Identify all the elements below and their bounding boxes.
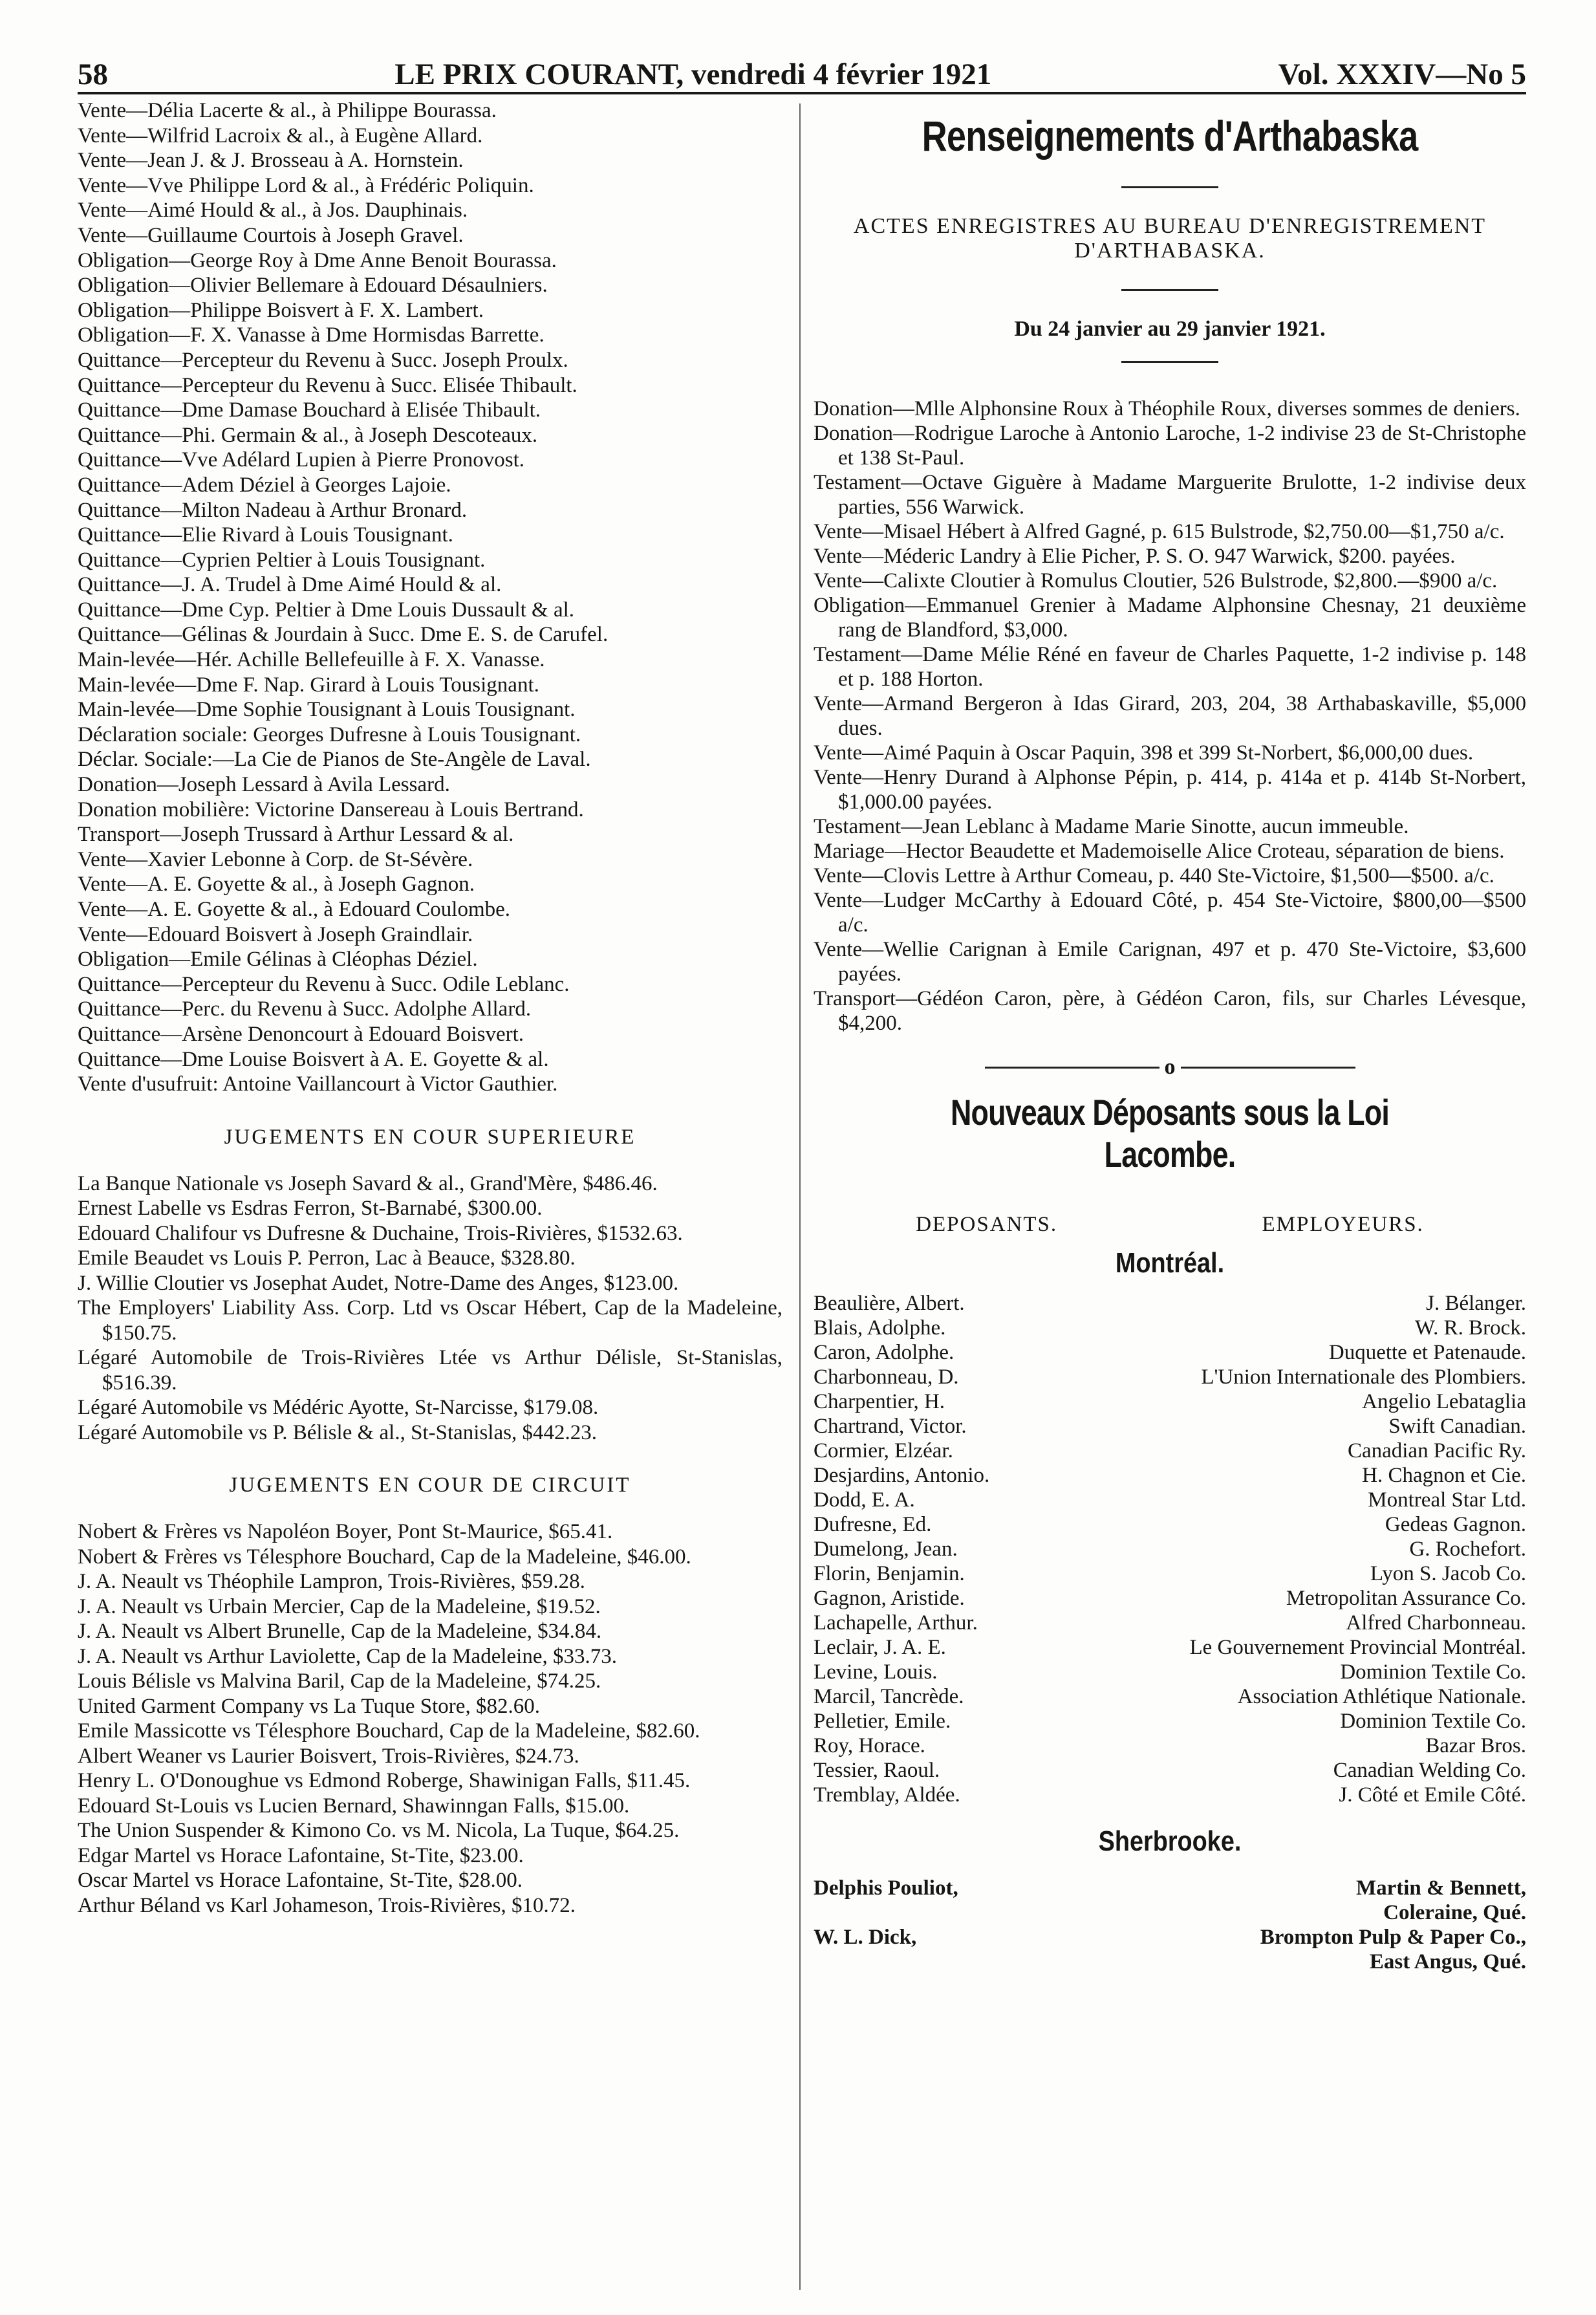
employer-name: Alfred Charbonneau. [1346,1611,1526,1635]
deposant-name: Florin, Benjamin. [814,1562,965,1585]
sherbrooke-deposants [814,1876,1526,1974]
arthabaska-entry: Vente—Méderic Landry à Elie Picher, P. S. O. 947 Warwick, $200. payées. [814,545,1456,568]
registry-entry: Quittance—Phi. Germain & al., à Joseph Descoteaux. [78,423,538,447]
employer-line: Brompton Pulp & Paper Co., [1260,1926,1526,1949]
arthabaska-entry: Vente—Henry Durand à Alphonse Pépin, p. 414, p. 414a et p. 414b St-Norbert, $1,000.00 payées. [814,766,1526,814]
deposant-row [814,1340,1526,1365]
date-range: Du 24 janvier au 29 janvier 1921. [1014,317,1326,341]
right-column [814,98,1526,1974]
header-rule [78,92,1526,94]
employer-name: G. Rochefort. [1409,1538,1526,1561]
arthabaska-entry: Mariage—Hector Beaudette et Mademoiselle Alice Croteau, séparation de biens. [814,840,1505,863]
registry-entry: Vente—Jean J. & J. Brosseau à A. Hornstein. [78,149,464,173]
page-header [78,40,1526,92]
employer-name: Montreal Star Ltd. [1368,1488,1526,1512]
judgment-entry: The Union Suspender & Kimono Co. vs M. Nicola, La Tuque, $64.25. [78,1819,680,1843]
deposant-name: Gagnon, Aristide. [814,1587,965,1610]
registry-entry: Obligation—George Roy à Dme Anne Benoit Bourassa. [78,248,557,272]
employer-name: Lyon S. Jacob Co. [1370,1562,1526,1585]
judgment-entry: Oscar Martel vs Horace Lafontaine, St-Tite, $28.00. [78,1869,523,1893]
registry-entry: Vente—Délia Lacerte & al., à Philippe Bourassa. [78,99,497,122]
deposant-row [814,1734,1526,1758]
deposant-name: Dodd, E. A. [814,1488,915,1512]
registry-entry: Déclar. Sociale:—La Cie de Pianos de Ste-Angèle de Laval. [78,748,591,772]
deposant-row [814,1586,1526,1611]
registry-entry: Quittance—Milton Nadeau à Arthur Bronard. [78,498,468,522]
registry-entry: Main-levée—Dme F. Nap. Girard à Louis Tousignant. [78,673,539,697]
employer-name: Canadian Welding Co. [1333,1759,1526,1782]
employer-name: Association Athlétique Nationale. [1237,1685,1526,1708]
deposant-name: Charpentier, H. [814,1390,945,1413]
volume-number: Vol. XXXIV—No 5 [1278,58,1526,91]
deposant-name: Charbonneau, D. [814,1365,959,1389]
registry-entry: Quittance—Cyprien Peltier à Louis Tousignant. [78,548,486,572]
deposant-row [814,1758,1526,1783]
section-separator [814,1055,1526,1080]
registry-entry: Quittance—Adem Déziel à Georges Lajoie. [78,473,451,497]
superior-court-heading: JUGEMENTS EN COUR SUPERIEURE [224,1125,636,1149]
employer-name: J. Côté et Emile Côté. [1339,1783,1526,1807]
employer-name: W. R. Brock. [1414,1316,1526,1340]
registry-entry: Quittance—Percepteur du Revenu à Succ. Odile Leblanc. [78,972,570,996]
deposant-name: Dufresne, Ed. [814,1513,932,1536]
deposant-name: Leclair, J. A. E. [814,1636,946,1659]
deposant-name: Caron, Adolphe. [814,1341,954,1364]
employer-line: Martin & Bennett, [1355,1876,1526,1900]
registry-entry: Quittance—Gélinas & Jourdain à Succ. Dme E. S. de Carufel. [78,623,609,647]
arthabaska-entry: Donation—Mlle Alphonsine Roux à Théophile Roux, diverses sommes de deniers. [814,397,1520,420]
employer-name [1260,1925,1526,1974]
arthabaska-title: Renseignements d'Arthabaska [922,112,1418,160]
employer-location: East Angus, Qué. [1369,1950,1526,1973]
employer-name: L'Union Internationale des Plombiers. [1201,1365,1526,1389]
deposant-name: Roy, Horace. [814,1734,925,1757]
registry-entry: Obligation—Philippe Boisvert à F. X. Lambert. [78,298,484,322]
montreal-deposants [814,1291,1526,1807]
judgment-entry: J. A. Neault vs Albert Brunelle, Cap de la Madeleine, $34.84. [78,1620,602,1644]
judgment-entry: Edouard St-Louis vs Lucien Bernard, Shawinngan Falls, $15.00. [78,1794,630,1818]
arthabaska-entry: Testament—Jean Leblanc à Madame Marie Sinotte, aucun immeuble. [814,815,1409,838]
deposant-name: Dumelong, Jean. [814,1538,958,1561]
judgment-entry: Edouard Chalifour vs Dufresne & Duchaine, Trois-Rivières, $1532.63. [78,1221,683,1245]
deposants-column-headers [814,1213,1526,1237]
arthabaska-entry: Vente—Misael Hébert à Alfred Gagné, p. 615 Bulstrode, $2,750.00—$1,750 a/c. [814,520,1505,543]
judgment-entry: The Employers' Liability Ass. Corp. Ltd vs Oscar Hébert, Cap de la Madeleine, $150.75. [78,1296,782,1345]
montreal-heading: Montréal. [1115,1247,1225,1279]
deposant-row [814,1316,1526,1340]
registry-entry: Quittance—Vve Adélard Lupien à Pierre Pronovost. [78,448,524,472]
employer-name: Swift Canadian. [1388,1415,1526,1438]
deposants-header: DEPOSANTS. [916,1213,1058,1236]
judgment-entry: Emile Massicotte vs Télesphore Bouchard, Cap de la Madeleine, $82.60. [78,1719,700,1743]
registry-entry: Transport—Joseph Trussard à Arthur Lessard & al. [78,823,514,847]
registry-entry: Vente—Guillaume Courtois à Joseph Gravel. [78,223,464,247]
registry-entries [78,98,782,1097]
column-divider [799,103,801,2290]
deposant-row [814,1783,1526,1807]
arthabaska-entry: Obligation—Emmanuel Grenier à Madame Alphonsine Chesnay, 21 deuxième rang de Blandford, $3,000. [814,594,1526,642]
subtitle-rule [1121,289,1218,291]
judgment-entry: J. Willie Cloutier vs Josephat Audet, Notre-Dame des Anges, $123.00. [78,1271,679,1295]
arthabaska-entry: Donation—Rodrigue Laroche à Antonio Laroche, 1-2 indivise 23 de St-Christophe et 138 St-Paul. [814,422,1526,470]
date-rule [1121,361,1218,363]
arthabaska-subtitle: ACTES ENREGISTRES AU BUREAU D'ENREGISTREMENT D'ARTHABASKA. [853,214,1487,263]
arthabaska-entry: Testament—Octave Giguère à Madame Marguerite Brulotte, 1-2 indivise deux parties, 556 Warwick. [814,471,1526,519]
registry-entry: Quittance—J. A. Trudel à Dme Aimé Hould & al. [78,573,502,597]
deposant-row [814,1537,1526,1561]
deposant-name: Cormier, Elzéar. [814,1439,953,1462]
deposant-name: Tremblay, Aldée. [814,1783,960,1807]
judgment-entry: Ernest Labelle vs Esdras Ferron, St-Barnabé, $300.00. [78,1197,543,1221]
registry-entry: Quittance—Dme Damase Bouchard à Elisée Thibault. [78,398,541,422]
registry-entry: Main-levée—Dme Sophie Tousignant à Louis Tousignant. [78,698,576,722]
employer-name: Metropolitan Assurance Co. [1286,1587,1526,1610]
deposant-row [814,1488,1526,1512]
deposant-row [814,1561,1526,1586]
registry-entry: Déclaration sociale: Georges Dufresne à Louis Tousignant. [78,723,581,746]
deposant-name: Desjardins, Antonio. [814,1464,990,1487]
judgment-entry: J. A. Neault vs Arthur Laviolette, Cap de la Madeleine, $33.73. [78,1644,617,1668]
judgment-entry: Nobert & Frères vs Télesphore Bouchard, Cap de la Madeleine, $46.00. [78,1545,691,1569]
arthabaska-entry: Vente—Calixte Cloutier à Romulus Cloutier, 526 Bulstrode, $2,800.—$900 a/c. [814,569,1498,592]
circuit-court-heading: JUGEMENTS EN COUR DE CIRCUIT [229,1473,631,1497]
judgment-entry: Emile Beaudet vs Louis P. Perron, Lac à Beauce, $328.80. [78,1246,576,1270]
registry-entry: Donation—Joseph Lessard à Avila Lessard. [78,773,450,797]
employeurs-header: EMPLOYEURS. [1262,1213,1424,1236]
registry-entry: Quittance—Arsène Denoncourt à Edouard Boisvert. [78,1022,524,1046]
registry-entry: Vente—Edouard Boisvert à Joseph Graindlair. [78,922,473,946]
employer-name: Gedeas Gagnon. [1385,1513,1526,1536]
deposants-title: Nouveaux Déposants sous la Loi Lacombe. [950,1092,1390,1175]
registry-entry: Obligation—F. X. Vanasse à Dme Hormisdas Barrette. [78,323,545,347]
left-column [78,98,782,1918]
deposant-name: Lachapelle, Arthur. [814,1611,978,1635]
deposant-name: Marcil, Tancrède. [814,1685,964,1708]
separator-mark: o [1164,1055,1176,1079]
employer-name [1356,1876,1526,1925]
arthabaska-entry: Vente—Aimé Paquin à Oscar Paquin, 398 et 399 St-Norbert, $6,000,00 dues. [814,741,1474,765]
employer-name: J. Bélanger. [1426,1292,1526,1315]
registry-entry: Vente—Vve Philippe Lord & al., à Frédéric Poliquin. [78,173,534,197]
judgment-entry: Nobert & Frères vs Napoléon Boyer, Pont St-Maurice, $65.41. [78,1520,613,1544]
registry-entry: Vente—A. E. Goyette & al., à Joseph Gagnon. [78,873,475,897]
employer-name: Angelio Lebataglia [1362,1390,1526,1413]
deposant-row [814,1512,1526,1537]
deposant-row [814,1414,1526,1439]
judgment-entry: Légaré Automobile vs Médéric Ayotte, St-Narcisse, $179.08. [78,1396,599,1420]
registry-entry: Obligation—Olivier Bellemare à Edouard Désaulniers. [78,274,548,298]
judgment-entry: Albert Weaner vs Laurier Boisvert, Trois-Rivières, $24.73. [78,1744,579,1768]
arthabaska-entry: Vente—Armand Bergeron à Idas Girard, 203, 204, 38 Arthabaskaville, $5,000 dues. [814,692,1526,740]
registry-entry: Vente—Xavier Lebonne à Corp. de St-Sévère. [78,847,473,871]
sherbrooke-heading: Sherbrooke. [1098,1825,1242,1857]
employer-name: Bazar Bros. [1425,1734,1526,1757]
deposant-name: Tessier, Raoul. [814,1759,940,1782]
registry-entry: Quittance—Dme Cyp. Peltier à Dme Louis Dussault & al. [78,598,575,622]
arthabaska-entry: Vente—Clovis Lettre à Arthur Comeau, p. 440 Ste-Victoire, $1,500—$500. a/c. [814,864,1494,887]
registry-entry: Vente d'usufruit: Antoine Vaillancourt à Victor Gauthier. [78,1072,558,1096]
registry-entry: Vente—Wilfrid Lacroix & al., à Eugène Allard. [78,124,483,147]
deposant-name: Delphis Pouliot, [814,1876,958,1900]
arthabaska-entries [814,397,1526,1036]
employer-location: Coleraine, Qué. [1383,1901,1526,1924]
registry-entry: Quittance—Dme Louise Boisvert à A. E. Goyette & al. [78,1047,549,1071]
deposant-row [814,1365,1526,1389]
deposant-row [814,1709,1526,1734]
arthabaska-entry: Testament—Dame Mélie Réné en faveur de Charles Paquette, 1-2 indivise p. 148 et p. 188 Horton. [814,643,1526,691]
employer-name: Canadian Pacific Ry. [1347,1439,1526,1462]
deposant-row [814,1291,1526,1316]
page-number: 58 [78,58,108,91]
superior-court-judgments [78,1171,782,1446]
deposant-row [814,1660,1526,1684]
circuit-court-judgments [78,1519,782,1918]
registry-entry: Quittance—Elie Rivard à Louis Tousignant. [78,523,453,547]
deposant-row [814,1389,1526,1414]
judgment-entry: Légaré Automobile de Trois-Rivières Ltée vs Arthur Délisle, St-Stanislas, $516.39. [78,1346,782,1395]
judgment-entry: Légaré Automobile vs P. Bélisle & al., St-Stanislas, $442.23. [78,1420,597,1444]
deposant-name: Pelletier, Emile. [814,1710,951,1733]
registry-entry: Quittance—Percepteur du Revenu à Succ. Elisée Thibault. [78,373,577,397]
deposant-name: W. L. Dick, [814,1926,917,1949]
judgment-entry: J. A. Neault vs Urbain Mercier, Cap de la Madeleine, $19.52. [78,1594,601,1618]
registry-entry: Donation mobilière: Victorine Dansereau à Louis Bertrand. [78,798,584,821]
registry-entry: Vente—Aimé Hould & al., à Jos. Dauphinais. [78,199,468,223]
deposant-row [814,1925,1526,1974]
deposant-row [814,1611,1526,1635]
registry-entry: Main-levée—Hér. Achille Bellefeuille à F. X. Vanasse. [78,648,545,672]
deposant-name: Chartrand, Victor. [814,1415,967,1438]
judgment-entry: La Banque Nationale vs Joseph Savard & al., Grand'Mère, $486.46. [78,1171,658,1195]
arthabaska-entry: Vente—Wellie Carignan à Emile Carignan, 497 et p. 470 Ste-Victoire, $3,600 payées. [814,938,1526,986]
employer-name: Dominion Textile Co. [1340,1710,1526,1733]
judgment-entry: Louis Bélisle vs Malvina Baril, Cap de la Madeleine, $74.25. [78,1669,601,1693]
deposant-row [814,1876,1526,1925]
employer-name: Dominion Textile Co. [1340,1660,1526,1684]
registry-entry: Vente—A. E. Goyette & al., à Edouard Coulombe. [78,898,511,921]
judgment-entry: Henry L. O'Donoughue vs Edmond Roberge, Shawinigan Falls, $11.45. [78,1769,691,1793]
deposant-name: Levine, Louis. [814,1660,938,1684]
publication-title: LE PRIX COURANT, vendredi 4 février 1921 [394,58,992,91]
employer-name: Duquette et Patenaude. [1328,1341,1526,1364]
deposant-row [814,1439,1526,1463]
deposant-name: Beaulière, Albert. [814,1292,965,1315]
registry-entry: Quittance—Perc. du Revenu à Succ. Adolphe Allard. [78,997,532,1021]
deposant-row [814,1684,1526,1709]
title-rule [1121,186,1218,188]
deposant-name: Blais, Adolphe. [814,1316,946,1340]
judgment-entry: United Garment Company vs La Tuque Store, $82.60. [78,1694,540,1718]
arthabaska-entry: Vente—Ludger McCarthy à Edouard Côté, p. 454 Ste-Victoire, $800,00—$500 a/c. [814,889,1526,937]
employer-name: Le Gouvernement Provincial Montréal. [1189,1636,1526,1659]
registry-entry: Obligation—Emile Gélinas à Cléophas Déziel. [78,948,478,972]
deposant-row [814,1463,1526,1488]
deposant-row [814,1635,1526,1660]
judgment-entry: Arthur Béland vs Karl Johameson, Trois-Rivières, $10.72. [78,1893,576,1917]
judgment-entry: J. A. Neault vs Théophile Lampron, Trois-Rivières, $59.28. [78,1570,585,1594]
employer-name: H. Chagnon et Cie. [1362,1464,1526,1487]
judgment-entry: Edgar Martel vs Horace Lafontaine, St-Tite, $23.00. [78,1843,524,1867]
arthabaska-entry: Transport—Gédéon Caron, père, à Gédéon Caron, fils, sur Charles Lévesque, $4,200. [814,987,1526,1035]
registry-entry: Quittance—Percepteur du Revenu à Succ. Joseph Proulx. [78,348,568,372]
